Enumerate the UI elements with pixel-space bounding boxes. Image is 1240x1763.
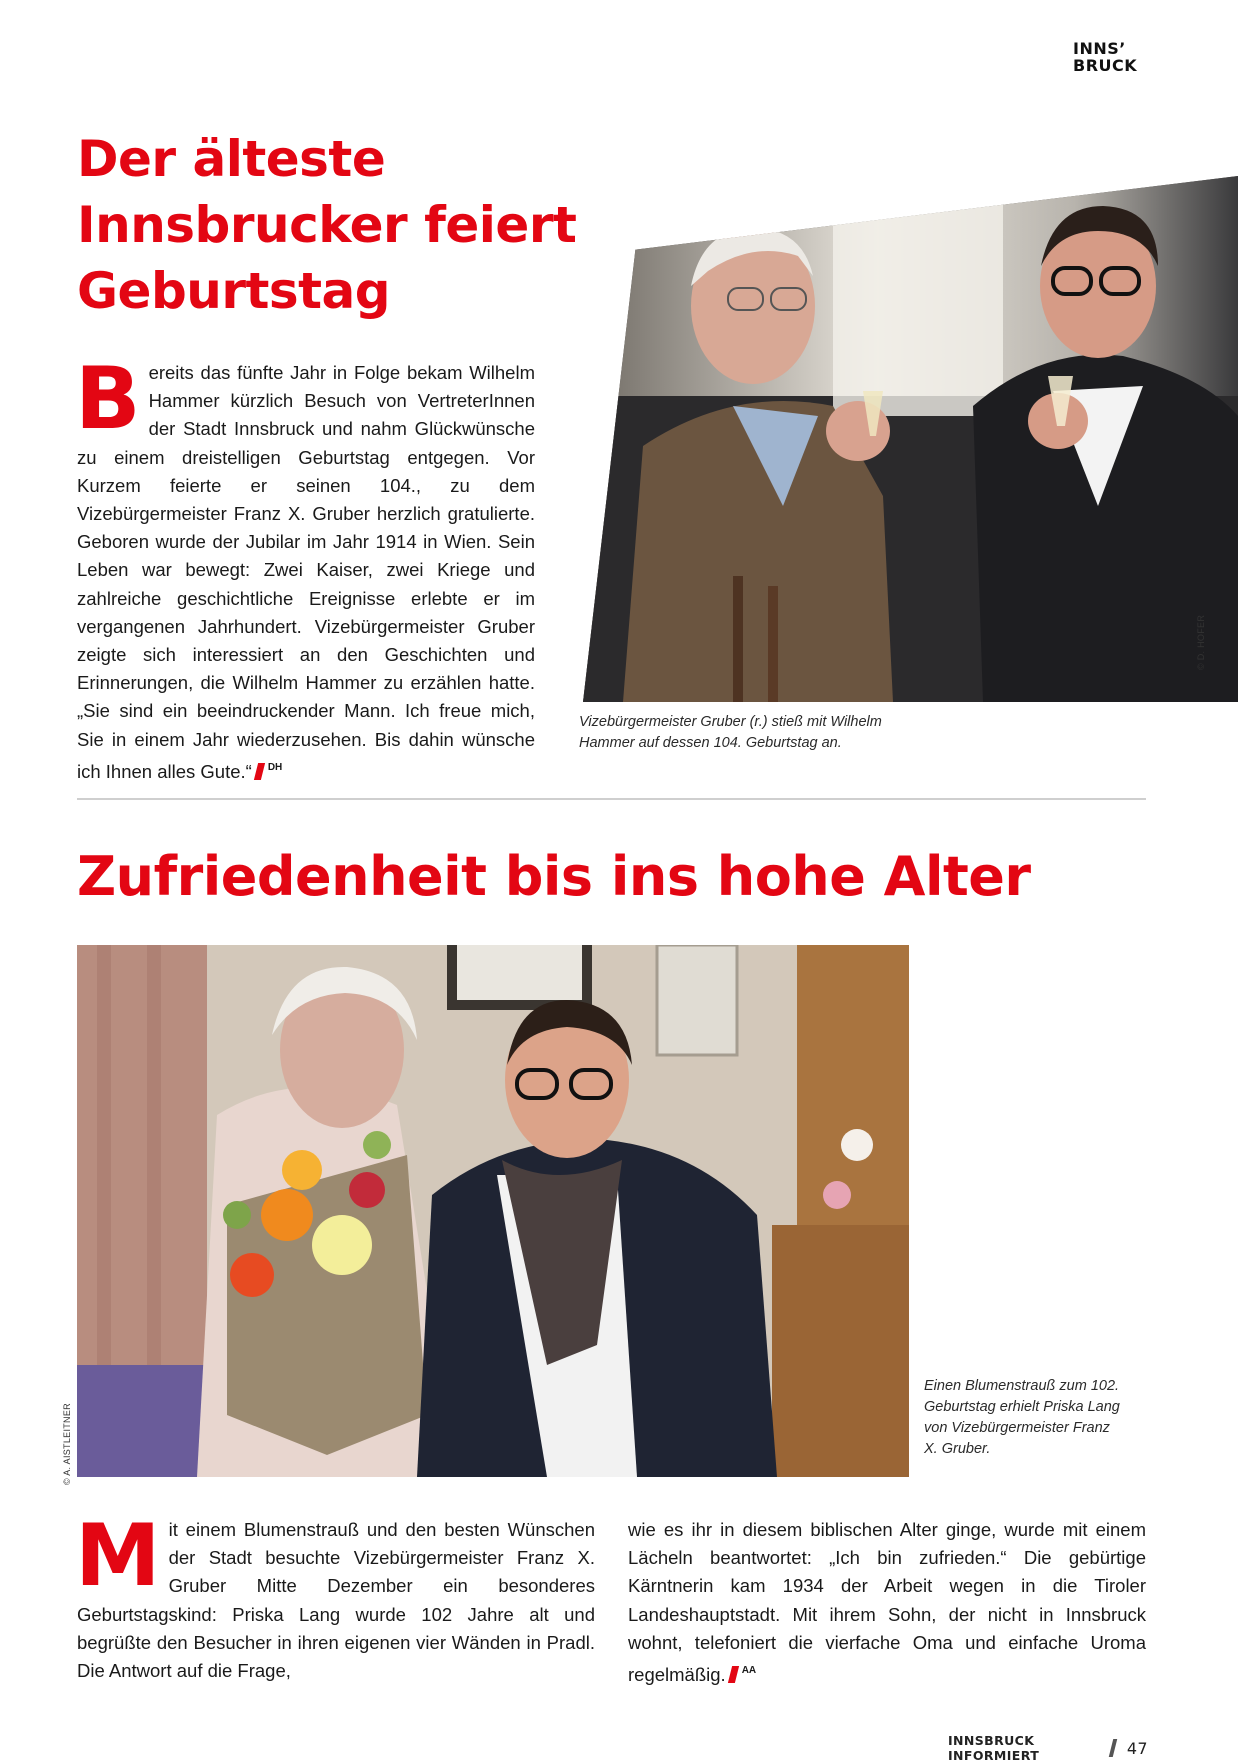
article2-body-col2-text: wie es ihr in diesem biblischen Alter ginge, wurde mit einem Lächeln beantwortet: „Ich bin zufrieden.“ Die gebürtige Kärntnerin kam 1934 der Arbeit wegen in die Tiroler Landeshauptstadt. Mit ihrem Sohn, der nicht in Innsbruck wohnt, telefoniert die vierfache Oma und einfache Uroma regelmäßig. bbox=[628, 1519, 1146, 1686]
article2-photo-credit: © A. AISTLEITNER bbox=[62, 1403, 72, 1485]
article2-photo-caption: Einen Blumenstrauß zum 102. Geburtstag erhielt Priska Lang von Vizebürgermeister Franz X. Gruber. bbox=[924, 1378, 1120, 1457]
article2-body-col2 bbox=[628, 1516, 1146, 1689]
article1-dropcap: B bbox=[75, 349, 141, 449]
article2-body-col1 bbox=[75, 1506, 595, 1685]
article1-title: Der älteste Innsbrucker feiert Geburtstag bbox=[77, 130, 577, 320]
article1-photo bbox=[583, 176, 1238, 702]
article2-author: AA bbox=[741, 1665, 757, 1677]
article1-body-text: ereits das fünfte Jahr in Folge bekam Wilhelm Hammer kürzlich Besuch von VertreterInnen der Stadt Innsbruck und nahm Glückwünsche zu einem dreistelligen Geburtstag entgegen. Vor Kurzem feierte er seinen 104., zu dem Vizebürgermeister Franz X. Gruber herzlich gratulierte. Geboren wurde der Jubilar im Jahr 1914 in Wien. Sein Leben war bewegt: Zwei Kaiser, zwei Kriege und zahlreiche geschichtliche Ereignisse erlebte er im vergangenen Jahrhundert. Vizebürgermeister Gruber zeigte sich interessiert an den Geschichten und Erinnerungen, die Wilhelm Hammer zu erzählen hatte. „Sie sind ein beeindruckender Mann. Ich freue mich, Sie in einem Jahr wiederzusehen. Bis dahin wünsche ich Ihnen alles Gute.“ bbox=[77, 362, 535, 782]
page-number: 47 bbox=[1126, 1738, 1148, 1758]
page-footer bbox=[948, 1733, 1148, 1763]
article1-body bbox=[75, 349, 535, 786]
slash-icon bbox=[1109, 1739, 1118, 1757]
innsbruck-logo bbox=[1073, 40, 1153, 74]
article1-photo-credit: © D. HOFER bbox=[1196, 614, 1206, 670]
end-mark-icon bbox=[254, 763, 265, 780]
article2-title: Zufriedenheit bis ins hohe Alter bbox=[77, 845, 1031, 908]
article2-photo bbox=[77, 945, 909, 1477]
article1-author: DH bbox=[267, 761, 283, 773]
article2-body-col1-text: it einem Blumenstrauß und den besten Wünschen der Stadt besuchte Vizebürgermeister Franz X. Gruber Mitte Dezember ein besonderes Geburtstagskind: Priska Lang wurde 102 Jahre alt und begrüßte den Besucher in ihren eigenen vier Wänden in Pradl. Die Antwort auf die Frage, bbox=[77, 1519, 595, 1682]
logo-line-1: INNS’ bbox=[1073, 39, 1126, 58]
article2-dropcap: M bbox=[75, 1506, 161, 1606]
section-divider bbox=[77, 798, 1146, 800]
article1-photo-caption: Vizebürgermeister Gruber (r.) stieß mit Wilhelm Hammer auf dessen 104. Geburtstag an. bbox=[579, 714, 882, 751]
logo-line-2: BRUCK bbox=[1073, 56, 1138, 75]
publication-name: INNSBRUCK INFORMIERT bbox=[948, 1733, 1040, 1763]
end-mark-icon bbox=[728, 1666, 739, 1683]
